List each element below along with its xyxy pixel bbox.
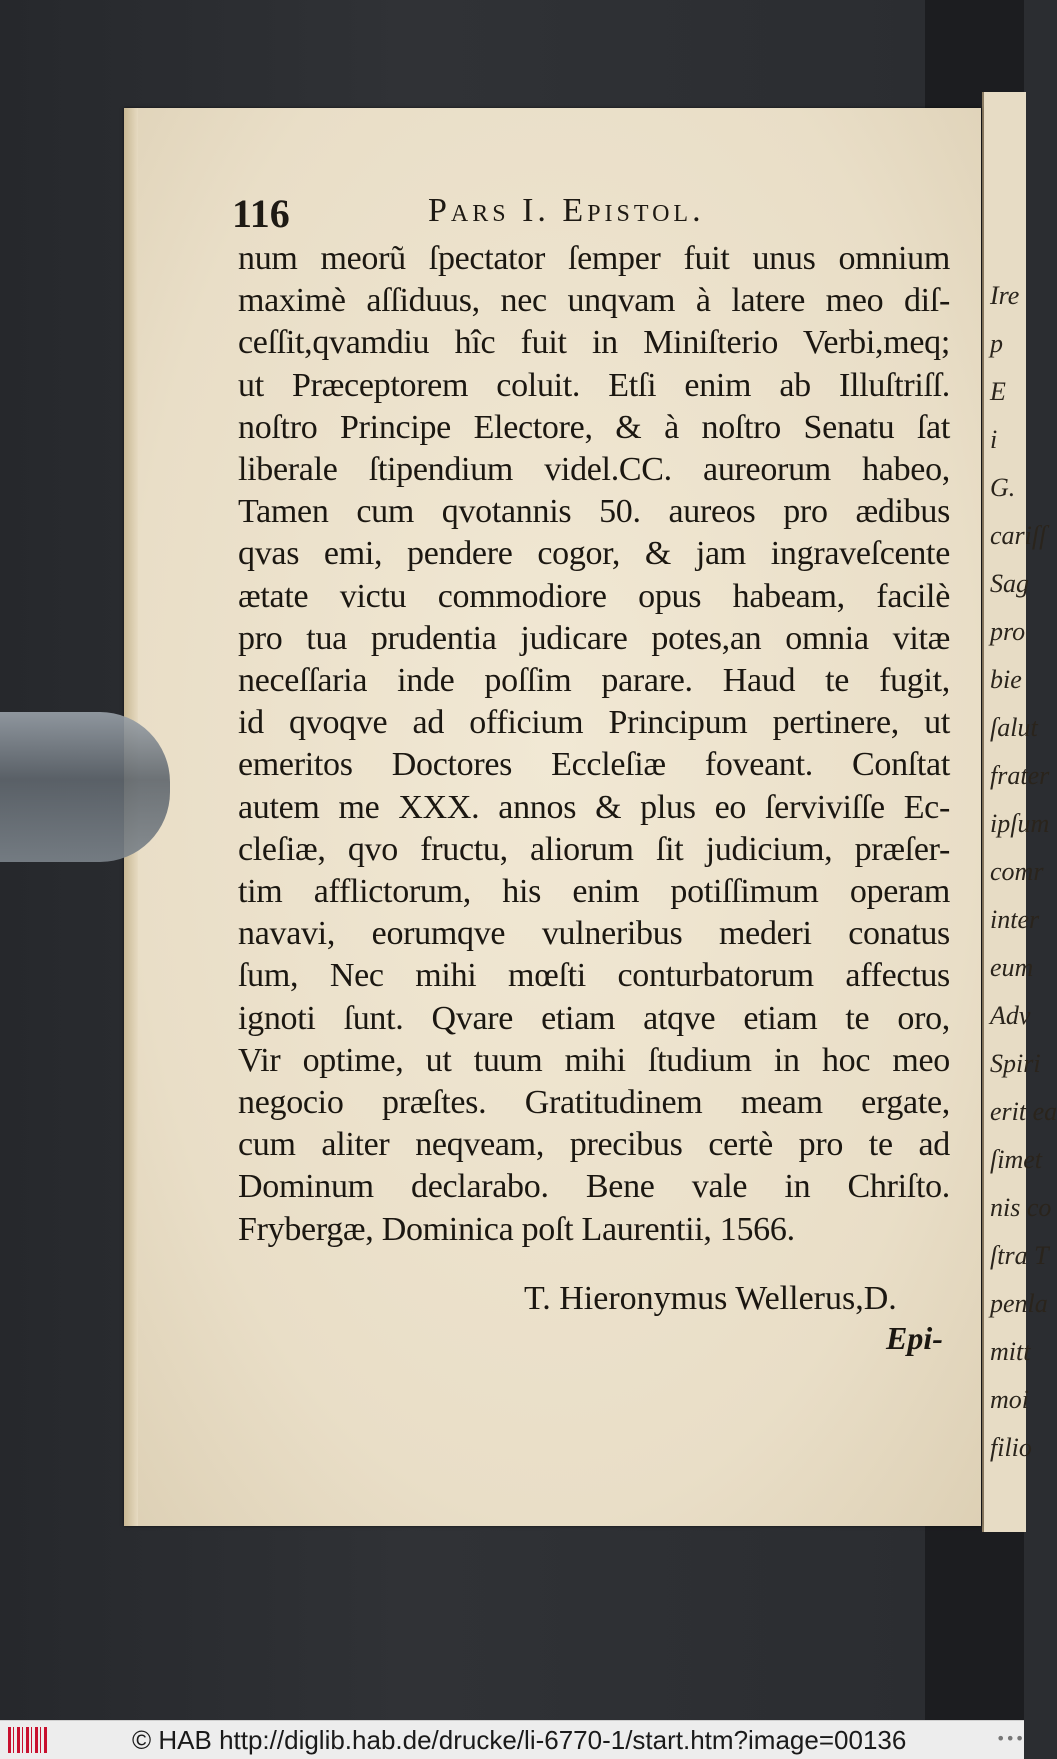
- text-line: ceſſit,qvamdiu hîc fuit in Miniſterio Verbi,meq;: [238, 324, 950, 362]
- facing-page-fragment: G.: [990, 473, 1016, 502]
- facing-page-fragment: penla: [990, 1289, 1048, 1318]
- facing-page-fragment: Adv: [990, 1001, 1031, 1030]
- facing-page-fragment: moi: [990, 1385, 1029, 1414]
- viewer-footer: [0, 1720, 1024, 1759]
- text-line: num meorũ ſpectator ſemper fuit unus omnium: [238, 240, 950, 277]
- text-line: emeritos Doctores Eccleſiæ foveant. Conſtat: [238, 746, 950, 784]
- text-line: Vir optime, ut tuum mihi ſtudium in hoc meo: [238, 1041, 950, 1079]
- text-line: navavi, eorumqve vulneribus mederi conatus: [238, 915, 950, 953]
- text-line: cleſiæ, qvo fructu, aliorum ſit judicium, præſer-: [238, 830, 950, 868]
- text-line: tim afflictorum, his enim potiſſimum operam: [238, 873, 950, 911]
- facing-page-fragment: Sag: [990, 569, 1029, 598]
- more-icon[interactable]: •••: [996, 1729, 1025, 1748]
- text-line: Frybergæ, Dominica poſt Laurentii, 1566.: [238, 1210, 795, 1248]
- text-line: noſtro Principe Electore, & à noſtro Senatu ſat: [238, 408, 950, 446]
- facing-page-fragment: p: [990, 329, 1003, 358]
- text-line: autem me XXX. annos & plus eo ſerviviſſe Ec-: [238, 788, 950, 826]
- facing-page-fragment: Ire: [990, 281, 1020, 310]
- facing-page-fragment: comr: [990, 857, 1044, 886]
- facing-page-fragment: ſtra T: [990, 1241, 1049, 1270]
- facing-page-fragment: nis co: [990, 1193, 1052, 1222]
- text-line: cum aliter neqveam, precibus certè pro te ad: [238, 1126, 950, 1164]
- facing-page-fragment: pro: [990, 617, 1026, 646]
- facing-page-fragment: filio: [990, 1433, 1032, 1462]
- text-line: id qvoqve ad officium Principum pertinere, ut: [238, 704, 950, 742]
- facing-page-fragment: cariſſ: [990, 521, 1047, 550]
- facing-page-fragment: Spiri: [990, 1049, 1041, 1078]
- facing-page-edge: [982, 92, 1057, 1532]
- facing-page-fragment: i: [990, 425, 998, 454]
- letter-body: [238, 238, 950, 1251]
- text-line: ſum, Nec mihi mœſti conturbatorum affectus: [238, 957, 950, 995]
- facing-page-fragment: eum: [990, 953, 1034, 982]
- signature-line: T. Hieronymus Wellerus,D.: [524, 1280, 897, 1317]
- text-line: Tamen cum qvotannis 50. aureos pro ædibus: [238, 493, 950, 531]
- hab-logo-icon: [8, 1727, 48, 1753]
- text-line: qvas emi, pendere cogor, & jam ingraveſcente: [238, 535, 950, 573]
- facing-page-fragments: [984, 272, 1057, 1472]
- text-line: maximè aſſiduus, nec unqvam à latere meo diſ-: [238, 282, 950, 320]
- facing-page-fragment: inter: [990, 905, 1040, 934]
- text-line: pro tua prudentia judicare potes,an omnia vitæ: [238, 619, 950, 657]
- text-line: neceſſaria inde poſſim parare. Haud te fugit,: [238, 662, 950, 700]
- page-clip: [0, 712, 170, 862]
- running-title: Pars I. Epistol.: [428, 192, 705, 229]
- text-line: liberale ſtipendium videl.CC. aureorum habeo,: [238, 451, 950, 489]
- text-line: Dominum declarabo. Bene vale in Chriſto.: [238, 1168, 950, 1206]
- text-line: ætate victu commodiore opus habeam, facilè: [238, 577, 950, 615]
- text-line: ut Præceptorem coluit. Etſi enim ab Illuſtriſſ.: [238, 366, 950, 404]
- facing-page-fragment: E: [990, 377, 1006, 406]
- catchword: Epi-: [886, 1320, 943, 1356]
- facing-page-fragment: frater: [990, 761, 1050, 790]
- facing-page-fragment: bie: [990, 665, 1022, 694]
- page-number: 116: [232, 191, 290, 236]
- text-line: negocio præſtes. Gratitudinem meam ergate,: [238, 1084, 950, 1122]
- facing-page-fragment: ſimet: [990, 1145, 1042, 1174]
- facing-page-fragment: ipſum: [990, 809, 1050, 838]
- text-line: ignoti ſunt. Qvare etiam atqve etiam te oro,: [238, 999, 950, 1037]
- facing-page-fragment: mitt: [990, 1337, 1031, 1366]
- source-url[interactable]: © HAB http://diglib.hab.de/drucke/li-6770-1/start.htm?image=00136: [132, 1725, 907, 1755]
- facing-page-fragment: erit ea: [990, 1097, 1057, 1126]
- page-header: [232, 190, 952, 238]
- facing-page-fragment: ſalut: [990, 713, 1038, 742]
